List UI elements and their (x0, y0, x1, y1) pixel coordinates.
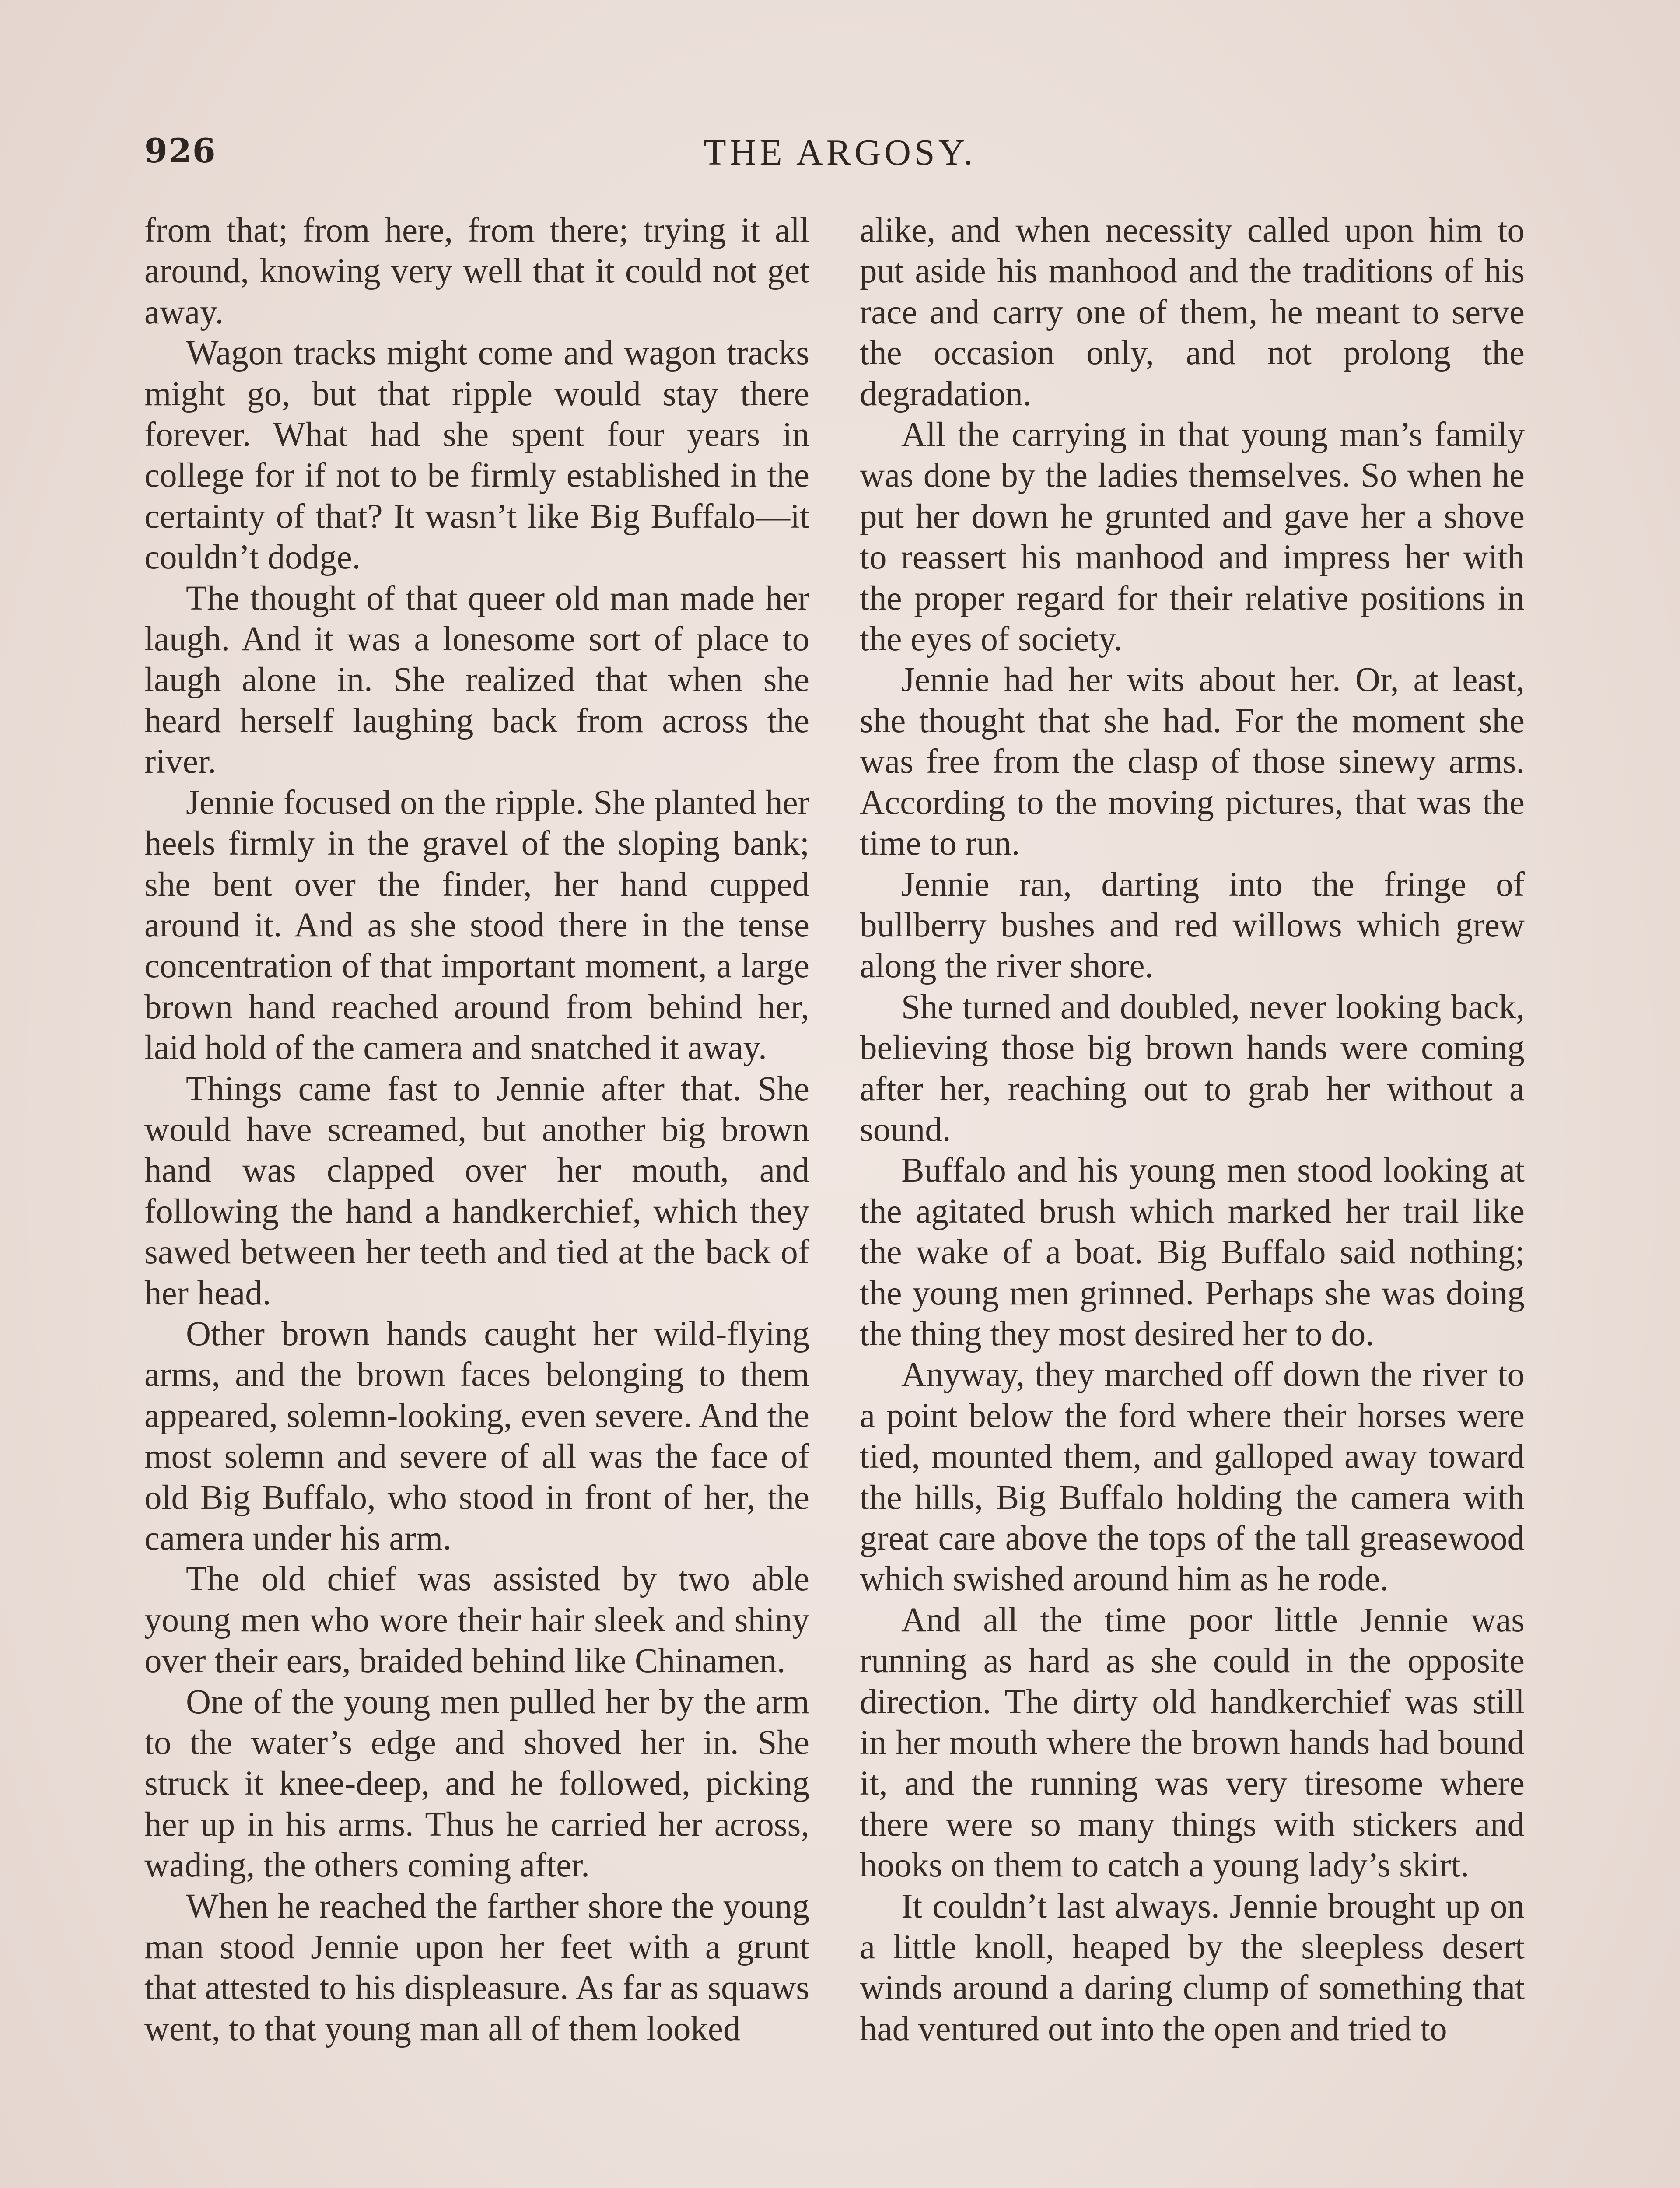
paragraph: Jennie had her wits about her. Or, at least, she thought that she had. For the moment she was free from the clasp of those sinewy arms. According to the moving pictures, that was the time to run. (860, 661, 1525, 863)
paragraph: All the carrying in that young man’s family was done by the ladies themselves. So when he put her down he grunted and gave her a shove to reassert his manhood and impress her with the proper regard for their relative positions in the eyes of society. (860, 416, 1525, 659)
paragraph: Anyway, they marched off down the river to a point below the ford where their horses were tied, mounted them, and galloped away toward the hills, Big Buffalo holding the camera with great care above the tops of the tall greasewood which swished around him as he rode. (860, 1356, 1525, 1599)
paragraph: And all the time poor little Jennie was running as hard as she could in the opposite direction. The dirty old handkerchief was still in her mouth where the brown hands had bound it, and the running was very tiresome where there were so many things with stickers and hooks on them to catch a young lady’s skirt. (860, 1601, 1525, 1885)
paragraph: Things came fast to Jennie after that. She would have screamed, but another big brown hand was clapped over her mouth, and following the hand a handkerchief, which they sawed between her teeth and tied at the back of her head. (144, 1069, 809, 1312)
paragraph: She turned and doubled, never looking back, believing those big brown hands were coming after her, reaching out to grab her without a sound. (860, 988, 1525, 1149)
paragraph: It couldn’t last always. Jennie brought up on a little knoll, heaped by the sleepless desert winds around a daring clump of something that had ventured out into the open and tried to (860, 1887, 1525, 2048)
paragraph: alike, and when necessity called upon him to put aside his manhood and the traditions of his race and carry one of them, he meant to serve the occasion only, and not prolong the degradation. (860, 211, 1525, 413)
paragraph: When he reached the farther shore the young man stood Jennie upon her feet with a grunt that attested to his displeasure. As far as squaws went, to that young man all of them looked (144, 1887, 809, 2048)
page-number: 926 (144, 131, 217, 170)
left-column (144, 210, 809, 2049)
paragraph: Wagon tracks might come and wagon tracks might go, but that ripple would stay there forever. What had she spent four years in college for if not to be firmly established in the certainty of that? It wasn’t like Big Buffalo—it couldn’t dodge. (144, 334, 809, 577)
paragraph: Jennie ran, darting into the fringe of bullberry bushes and red willows which grew along the river shore. (860, 865, 1525, 985)
paragraph: from that; from here, from there; trying it all around, knowing very well that it could not get away. (144, 211, 809, 331)
paragraph: One of the young men pulled her by the arm to the water’s edge and shoved her in. She struck it knee-deep, and he followed, picking her up in his arms. Thus he carried her across, wading, the others coming after. (144, 1683, 809, 1885)
paragraph: The thought of that queer old man made her laugh. And it was a lonesome sort of place to laugh alone in. She realized that when she heard herself laughing back from across the river. (144, 579, 809, 781)
running-title: THE ARGOSY. (704, 132, 976, 173)
paragraph: Buffalo and his young men stood looking at the agitated brush which marked her trail like the wake of a boat. Big Buffalo said nothing; the young men grinned. Perhaps she was doing the thing they most desired her to do. (860, 1151, 1525, 1353)
right-column (860, 210, 1525, 2049)
page-header (144, 131, 1536, 193)
paragraph: The old chief was assisted by two able young men who wore their hair sleek and shiny over their ears, braided behind like Chinamen. (144, 1560, 809, 1680)
paragraph: Jennie focused on the ripple. She planted her heels firmly in the gravel of the sloping bank; she bent over the finder, her hand cupped around it. And as she stood there in the tense concentration of that important moment, a large brown hand reached around from behind her, laid hold of the camera and snatched it away. (144, 783, 809, 1067)
paragraph: Other brown hands caught her wild-flying arms, and the brown faces belonging to them appeared, solemn-looking, even severe. And the most solemn and severe of all was the face of old Big Buffalo, who stood in front of her, the camera under his arm. (144, 1315, 809, 1557)
